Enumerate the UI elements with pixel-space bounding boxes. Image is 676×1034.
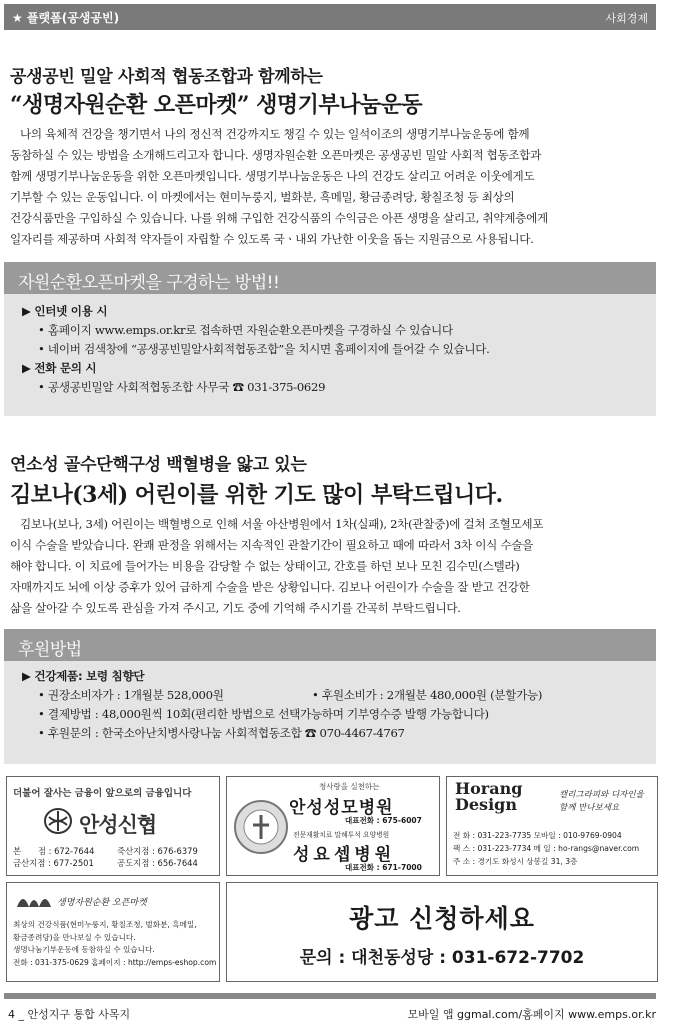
ad-apply — [226, 882, 658, 982]
body-line: 일자리를 제공하며 사회적 약자들이 자립할 수 있도록 국ㆍ내외 가난한 이웃을 돕는 지원금으로 사용됩니다. — [10, 232, 534, 246]
section-name: ★ 플랫폼(공생공빈) — [12, 11, 120, 25]
hospital2-name: 성요셉병원 — [293, 845, 396, 865]
body-line: 건강식품만을 구입하실 수 있습니다. 나를 위해 구입한 건강식품의 수익금은 아픈 생명을 살리고, 취약계층에게 — [10, 211, 548, 225]
category-label: 사회경제 — [605, 12, 648, 25]
howto-item: • 홈페이지 www.emps.or.kr로 접속하면 자원순환오픈마켓을 구경하실 수 있습니다 — [38, 323, 453, 337]
donation-title: 후원방법 — [18, 640, 82, 660]
design-address: 주 소 : 경기도 화성시 상봉길 31, 3층 — [453, 857, 578, 866]
howto-item: • 네이버 검색창에 “공생공빈밀알사회적협동조합”을 치시면 홈페이지에 들어갈 수 있습니다. — [38, 342, 490, 356]
donation-inquiry: • 후원문의 : 한국소아난치병사랑나눔 사회적협동조합 ☎ 070-4467-4767 — [38, 726, 405, 740]
ad-market — [6, 882, 220, 982]
article1-subtitle: 공생공빈 밀알 사회적 협동조합과 함께하는 — [10, 67, 323, 87]
footer-rule — [4, 993, 656, 999]
howto-box — [4, 262, 656, 416]
ad-horang-design — [446, 776, 658, 876]
branch-main: 본 점 : 672-7644 — [13, 846, 95, 856]
donation-title-bar — [4, 629, 656, 661]
howto-title: 자원순환오픈마켓을 구경하는 방법!! — [18, 273, 280, 293]
howto-title-bar — [4, 262, 656, 294]
footer-page: 4 _ 안성지구 통합 사목지 — [8, 1008, 131, 1021]
hospital2-tel: 대표전화 : 671-7000 — [345, 863, 422, 872]
body-line: 자매까지도 뇌에 이상 증후가 있어 급하게 수술을 받은 상황입니다. 김보나 어린이가 수술을 잘 받고 건강한 — [10, 580, 530, 594]
howto-list — [22, 302, 642, 397]
article2-title: 김보나(3세) 어린이를 위한 기도 많이 부탁드립니다. — [10, 482, 503, 508]
payment-method: • 결제방법 : 48,000원씩 10회(편리한 방법으로 선택가능하며 기부영수증 발행 가능합니다) — [38, 707, 489, 721]
design-tagline — [559, 789, 644, 815]
design-tagline-2: 함께 만나보세요 — [559, 803, 620, 813]
donation-price: • 후원소비가 : 2개월분 480,000원 (분할가능) — [312, 688, 543, 702]
design-logo — [455, 781, 522, 813]
hospital-tagline: 청사랑을 실천하는 — [319, 782, 380, 791]
retail-price: • 권장소비자가 : 1개월분 528,000원 — [38, 688, 224, 702]
design-contacts — [453, 829, 639, 868]
hospital-seal-icon — [233, 799, 289, 855]
body-line: 기부할 수 있는 운동입니다. 이 마켓에서는 현미누룽지, 벌화분, 흑메밀, 황금종려당, 황칠조청 등 최상의 — [10, 190, 515, 204]
market-info-2: 황금종려당)을 만나보실 수 있습니다. — [13, 932, 136, 942]
body-line: 해야 합니다. 이 치료에 들어가는 비용을 감당할 수 없는 상태이고, 간호를 하던 보나 모친 김수민(스텔라) — [10, 559, 520, 573]
article1-body — [10, 124, 656, 250]
design-logo-line2: Design — [455, 795, 517, 814]
market-info-3: 생명나눔기부운동에 동참하실 수 있습니다. — [13, 945, 155, 954]
body-line: 삶을 살아갈 수 있도록 관심을 가져 주시고, 기도 중에 기억해 주시기를 간곡히 부탁드립니다. — [10, 601, 461, 615]
bank-slogan: 더불어 잘사는 금융이 앞으로의 금융입니다 — [13, 788, 192, 799]
market-info-1: 최상의 건강식품(현미누룽지, 황칠조청, 벌화분, 흑메밀, — [13, 920, 197, 929]
body-line: 동참하실 수 있는 방법을 소개해드리고자 합니다. 생명자원순환 오픈마켓은 공생공빈 밀알 사회적 협동조합과 — [10, 148, 542, 162]
market-info — [13, 919, 216, 969]
ad-bank — [6, 776, 220, 876]
section-header-bar — [4, 4, 656, 30]
hospital1-name: 안성성모병원 — [289, 798, 394, 818]
howto-heading: ▶ 전화 문의 시 — [22, 361, 97, 375]
design-tagline-1: 캘리그라피와 디자인을 — [559, 790, 644, 800]
howto-heading: ▶ 인터넷 이용 시 — [22, 304, 108, 318]
design-phone: 전 화 : 031-223-7735 모바일 : 010-9769-0904 — [453, 831, 622, 840]
design-fax-email: 팩 스 : 031-223-7734 메 일 : ho-rangs@naver.com — [453, 844, 640, 853]
body-line: 이식 수술을 받았습니다. 완쾌 판정을 위해서는 지속적인 관찰기간이 필요하고 때에 따라서 3차 이식 수술을 — [10, 538, 534, 552]
hospital2-desc: 전문재활치료 말해투석 요양병원 — [293, 831, 390, 839]
branch-gongdo: 공도지점 : 656-7644 — [117, 858, 198, 868]
article2-body — [10, 514, 656, 619]
body-line: 나의 육체적 건강을 챙기면서 나의 정신적 건강까지도 챙길 수 있는 일석이조의 생명기부나눔운동에 함께 — [20, 127, 530, 141]
article2-subtitle: 연소성 골수단핵구성 백혈병을 앓고 있는 — [10, 455, 307, 475]
branch-juksan: 죽산지점 : 676-6379 — [117, 846, 198, 856]
branch-geumsan: 금산지점 : 677-2501 — [13, 858, 94, 868]
bank-branches — [13, 845, 213, 869]
ad-apply-title: 광고 신청하세요 — [349, 904, 535, 933]
donation-price-row — [22, 686, 642, 705]
design-logo-line1: Horang — [455, 779, 523, 798]
ad-hospital — [226, 776, 440, 876]
donation-list — [22, 667, 642, 743]
bank-name: 안성신협 — [79, 813, 157, 837]
ad-apply-contact: 문의 : 대천동성당 : 031-672-7702 — [299, 948, 585, 968]
donation-box — [4, 629, 656, 764]
hospital1-tel: 대표전화 : 675-6007 — [345, 816, 422, 825]
donation-product: ▶ 건강제품: 보령 침향단 — [22, 669, 145, 683]
article1-title: “생명자원순환 오픈마켓” 생명기부나눔운동 — [10, 92, 423, 118]
market-contact: 전화 : 031-375-0629 홈페이지 : http://emps-eshop.com — [13, 957, 217, 967]
market-logo-text: 생명자원순환 오픈마켓 — [57, 898, 147, 908]
market-logo-icon — [15, 889, 53, 909]
footer-links: 모바일 앱 ggmal.com/홈페이지 www.emps.or.kr — [407, 1008, 656, 1021]
howto-item: • 공생공빈밀알 사회적협동조합 사무국 ☎ 031-375-0629 — [38, 380, 326, 394]
bank-logo-icon — [43, 807, 73, 835]
body-line: 함께 생명기부나눔운동을 위한 오픈마켓입니다. 생명기부나눔운동은 나의 건강도 살리고 어려운 이웃에게도 — [10, 169, 535, 183]
body-line: 김보나(보나, 3세) 어린이는 백혈병으로 인해 서울 아산병원에서 1차(실패), 2차(관찰중)에 걸쳐 조혈모세포 — [20, 517, 544, 531]
